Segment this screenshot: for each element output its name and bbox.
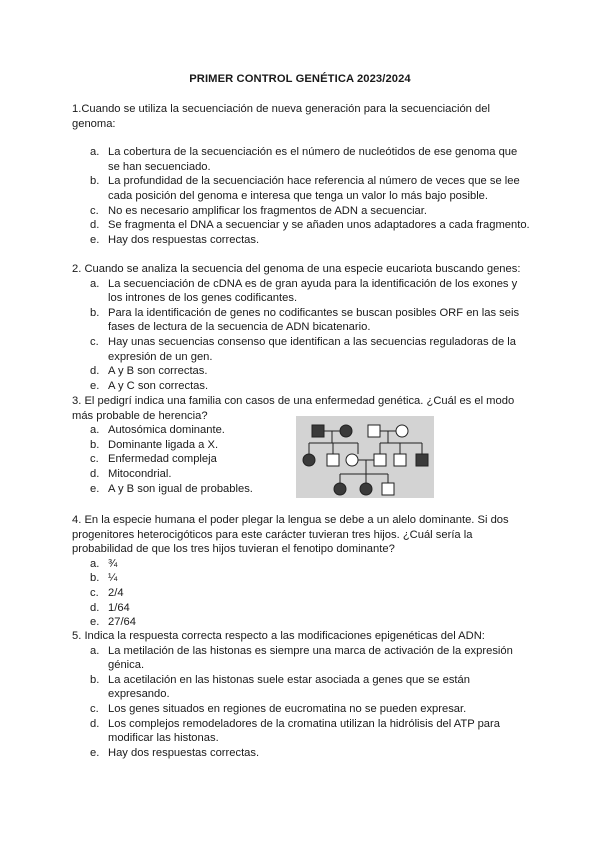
option-a[interactable] (72, 644, 532, 673)
option-label: a. (90, 644, 100, 657)
question-stem: 1.Cuando se utiliza la secuenciación de nueva generación para la secuenciación del genoma: (72, 103, 490, 130)
option-text: Los complejos remodeladores de la cromatina utilizan la hidrólisis del ATP para modificar las histonas. (108, 717, 500, 745)
question-2 (72, 262, 532, 393)
option-e[interactable] (72, 482, 282, 497)
question-stem: 3. El pedigrí indica una familia con casos de una enfermedad genética. ¿Cuál es el modo más probable de herencia? (72, 395, 515, 422)
option-text: A y B son correctas. (108, 365, 208, 378)
option-text: Los genes situados en regiones de eucromatina no se pueden expresar. (108, 702, 467, 715)
option-label: b. (90, 175, 100, 188)
pedigree-male-unaffected (327, 454, 339, 466)
option-text: ¼ (108, 572, 118, 585)
option-text: Hay dos respuestas correctas. (108, 233, 260, 246)
page-title: PRIMER CONTROL GENÉTICA 2023/2024 (189, 73, 411, 85)
option-label: c. (90, 204, 99, 217)
option-text: Dominante ligada a X. (108, 438, 219, 451)
option-text: 27/64 (108, 616, 136, 629)
option-a[interactable] (72, 145, 532, 174)
option-label: d. (90, 467, 100, 480)
option-label: d. (90, 219, 100, 232)
option-label: e. (90, 482, 100, 495)
option-text: La metilación de las histonas es siempre una marca de activación de la expresión génica. (108, 644, 513, 672)
option-b[interactable] (72, 306, 532, 335)
pedigree-male-unaffected (374, 454, 386, 466)
option-text: Hay unas secuencias consenso que identifican a las secuencias reguladoras de la expresión de un gen. (108, 335, 516, 363)
option-label: a. (90, 557, 100, 570)
option-b[interactable] (72, 438, 282, 453)
options-list (72, 644, 532, 761)
option-a[interactable] (72, 557, 532, 572)
options-list (72, 557, 532, 630)
option-text: La cobertura de la secuenciación es el número de nucleótidos de ese genoma que se han secuenciado. (108, 146, 518, 173)
option-text: Autosómica dominante. (108, 424, 225, 437)
option-label: c. (90, 453, 99, 466)
option-d[interactable] (72, 467, 282, 482)
option-text: A y C son correctas. (108, 379, 209, 392)
option-e[interactable] (72, 615, 532, 630)
option-label: d. (90, 601, 100, 614)
option-label: c. (90, 335, 99, 348)
option-text: Mitocondrial. (108, 467, 172, 480)
question-1 (72, 102, 532, 247)
options-list (72, 277, 532, 394)
option-c[interactable] (72, 204, 532, 219)
option-text: No es necesario amplificar los fragmentos de ADN a secuenciar. (108, 204, 427, 217)
pedigree-female-affected (360, 483, 372, 495)
question-stem: 5. Indica la respuesta correcta respecto a las modificaciones epigenéticas del ADN: (72, 630, 485, 642)
option-label: e. (90, 233, 100, 246)
option-a[interactable] (72, 423, 282, 438)
option-label: b. (90, 673, 100, 686)
pedigree-male-unaffected (382, 483, 394, 495)
option-text: La secuenciación de cDNA es de gran ayuda para la identificación de los exones y los intrones de los genes codificantes. (108, 277, 518, 305)
option-d[interactable] (72, 364, 532, 379)
option-label: a. (90, 424, 100, 437)
pedigree-female-unaffected (346, 454, 358, 466)
options-list (72, 145, 532, 247)
option-label: e. (90, 379, 100, 392)
options-list (72, 423, 282, 496)
option-label: b. (90, 572, 100, 585)
option-text: Se fragmenta el DNA a secuenciar y se añaden unos adaptadores a cada fragmento. (108, 219, 530, 232)
pedigree-svg (296, 416, 434, 498)
option-c[interactable] (72, 586, 532, 601)
option-text: Para la identificación de genes no codificantes se buscan posibles ORF en las seis fases de lectura de la secuencia de ADN bicatenario. (108, 306, 520, 334)
option-label: d. (90, 717, 100, 730)
option-label: d. (90, 365, 100, 378)
option-label: e. (90, 616, 100, 629)
option-c[interactable] (72, 452, 282, 467)
question-4 (72, 513, 532, 630)
option-b[interactable] (72, 571, 532, 586)
pedigree-female-affected (340, 425, 352, 437)
option-label: e. (90, 746, 100, 759)
option-d[interactable] (72, 601, 532, 616)
option-e[interactable] (72, 746, 532, 761)
option-text: La profundidad de la secuenciación hace referencia al número de veces que se lee cada posición del genoma e interesa que tenga un valor lo más bajo posible. (108, 175, 520, 202)
question-stem: 2. Cuando se analiza la secuencia del genoma de una especie eucariota buscando genes: (72, 263, 521, 275)
option-label: c. (90, 702, 99, 715)
option-label: a. (90, 277, 100, 290)
question-5 (72, 629, 532, 760)
option-label: a. (90, 146, 100, 159)
option-d[interactable] (72, 717, 532, 746)
pedigree-male-affected (416, 454, 428, 466)
option-text: ¾ (108, 557, 118, 570)
option-text: Hay dos respuestas correctas. (108, 746, 260, 759)
option-text: 1/64 (108, 601, 130, 614)
option-text: 2/4 (108, 586, 124, 599)
pedigree-male-affected (312, 425, 324, 437)
option-c[interactable] (72, 702, 532, 717)
option-label: b. (90, 438, 100, 451)
pedigree-female-unaffected (396, 425, 408, 437)
pedigree-male-unaffected (394, 454, 406, 466)
question-stem: 4. En la especie humana el poder plegar la lengua se debe a un alelo dominante. Si dos progenitores heterocigóticos para este carácter tuvieran tres hijos. ¿Cuál sería la probabilidad de que los tres hijos tuvieran el fenotipo dominante? (72, 514, 509, 556)
option-b[interactable] (72, 673, 532, 702)
option-text: A y B son igual de probables. (108, 482, 253, 495)
pedigree-female-affected (303, 454, 315, 466)
option-text: Enfermedad compleja (108, 453, 217, 466)
option-c[interactable] (72, 335, 532, 364)
option-a[interactable] (72, 277, 532, 306)
pedigree-female-affected (334, 483, 346, 495)
option-d[interactable] (72, 218, 532, 233)
option-text: La acetilación en las histonas suele estar asociada a genes que se están expresando. (108, 673, 470, 701)
option-e[interactable] (72, 379, 532, 394)
pedigree-male-unaffected (368, 425, 380, 437)
option-e[interactable] (72, 233, 532, 248)
pedigree-chart (296, 416, 434, 498)
option-label: b. (90, 306, 100, 319)
option-b[interactable] (72, 174, 532, 203)
option-label: c. (90, 586, 99, 599)
